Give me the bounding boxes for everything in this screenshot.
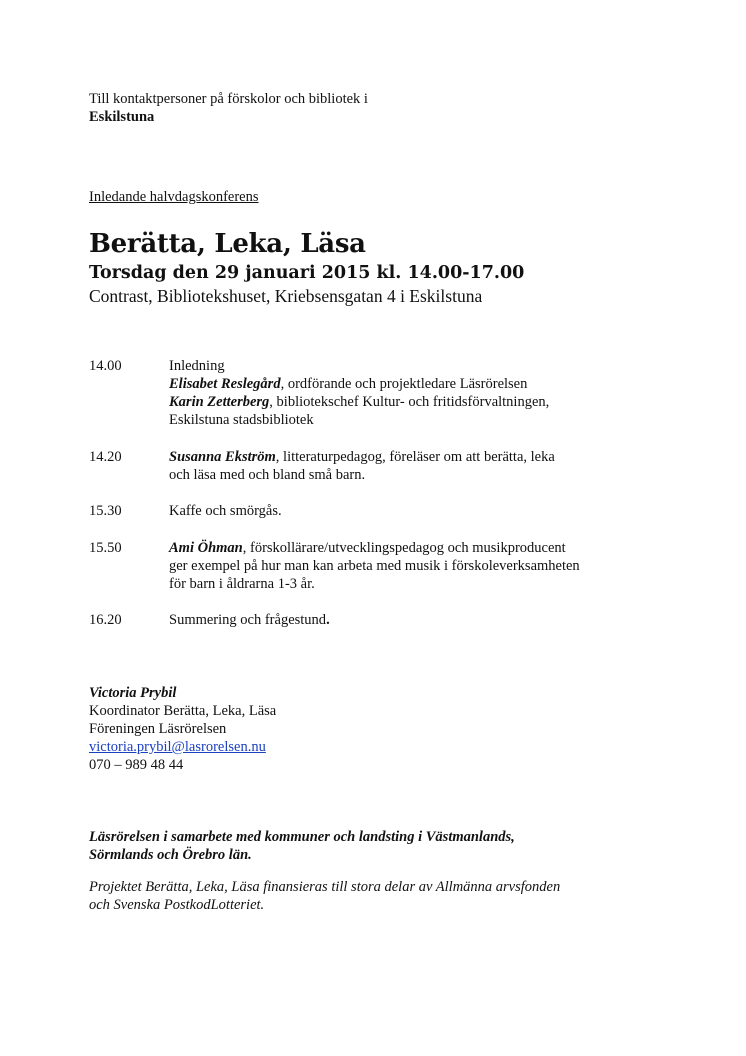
schedule-text: Summering och frågestund [169, 612, 327, 628]
speaker-name: Ami Öhman [169, 540, 243, 556]
collaboration-line: Läsrörelsen i samarbete med kommuner och landsting i Västmanlands, [89, 829, 515, 845]
contact-block [89, 684, 276, 774]
schedule-text: och läsa med och bland små barn. [169, 467, 366, 483]
contact-role: Koordinator Berätta, Leka, Läsa [89, 703, 277, 719]
schedule-time: 14.20 [89, 449, 122, 465]
funding-line: och Svenska PostkodLotteriet. [89, 897, 265, 913]
schedule-text: Eskilstuna stadsbibliotek [169, 412, 314, 428]
intro-heading: Inledande halvdagskonferens [89, 189, 259, 205]
addressee-block [89, 90, 368, 126]
collaboration-line: Sörmlands och Örebro län. [89, 847, 252, 863]
addressee-line: Till kontaktpersoner på förskolor och bibliotek i [89, 91, 368, 107]
schedule-line [169, 375, 649, 393]
schedule-line [169, 466, 649, 484]
speaker-details: , litteraturpedagog, föreläser om att berätta, leka [275, 449, 555, 465]
contact-phone: 070 – 989 48 44 [89, 757, 184, 773]
addressee-city: Eskilstuna [89, 109, 155, 125]
schedule-description [169, 357, 649, 429]
schedule-line [169, 448, 649, 466]
schedule-description [169, 448, 649, 484]
schedule-line [169, 393, 649, 411]
event-location: Contrast, Bibliotekshuset, Kriebsensgatan 4 i Eskilstuna [89, 286, 483, 306]
event-title: Berätta, Leka, Läsa [89, 229, 366, 259]
schedule-text-suffix: . [326, 612, 330, 628]
speaker-details: , förskollärare/utvecklingspedagog och musikproducent [242, 540, 566, 556]
schedule-line [169, 411, 649, 429]
schedule-line [169, 502, 649, 520]
schedule-line [169, 611, 649, 629]
schedule-time: 16.20 [89, 612, 122, 628]
schedule-text: Inledning [169, 358, 225, 374]
schedule-line [169, 575, 649, 593]
speaker-name: Karin Zetterberg [169, 394, 270, 410]
schedule-description [169, 611, 649, 629]
schedule-line [169, 557, 649, 575]
speaker-details: , ordförande och projektledare Läsrörelsen [280, 376, 528, 392]
contact-org: Föreningen Läsrörelsen [89, 721, 227, 737]
contact-email-link[interactable]: victoria.prybil@lasrorelsen.nu [89, 739, 266, 755]
schedule-text: Kaffe och smörgås. [169, 503, 282, 519]
speaker-name: Elisabet Reslegård [169, 376, 281, 392]
schedule-text: för barn i åldrarna 1-3 år. [169, 576, 315, 592]
schedule-line [169, 357, 649, 375]
collaboration-note [89, 828, 515, 864]
schedule-description [169, 502, 649, 520]
funding-note [89, 878, 560, 914]
contact-name: Victoria Prybil [89, 685, 177, 701]
speaker-name: Susanna Ekström [169, 449, 276, 465]
schedule-time: 15.30 [89, 503, 122, 519]
funding-line: Projektet Berätta, Leka, Läsa finansieras till stora delar av Allmänna arvsfonden [89, 879, 561, 895]
schedule-line [169, 539, 649, 557]
schedule-description [169, 539, 649, 593]
speaker-details: , bibliotekschef Kultur- och fritidsförvaltningen, [269, 394, 550, 410]
schedule-time: 14.00 [89, 358, 122, 374]
schedule-time: 15.50 [89, 540, 122, 556]
event-date: Torsdag den 29 januari 2015 kl. 14.00-17.00 [89, 263, 525, 283]
schedule-text: ger exempel på hur man kan arbeta med musik i förskoleverksamheten [169, 558, 580, 574]
